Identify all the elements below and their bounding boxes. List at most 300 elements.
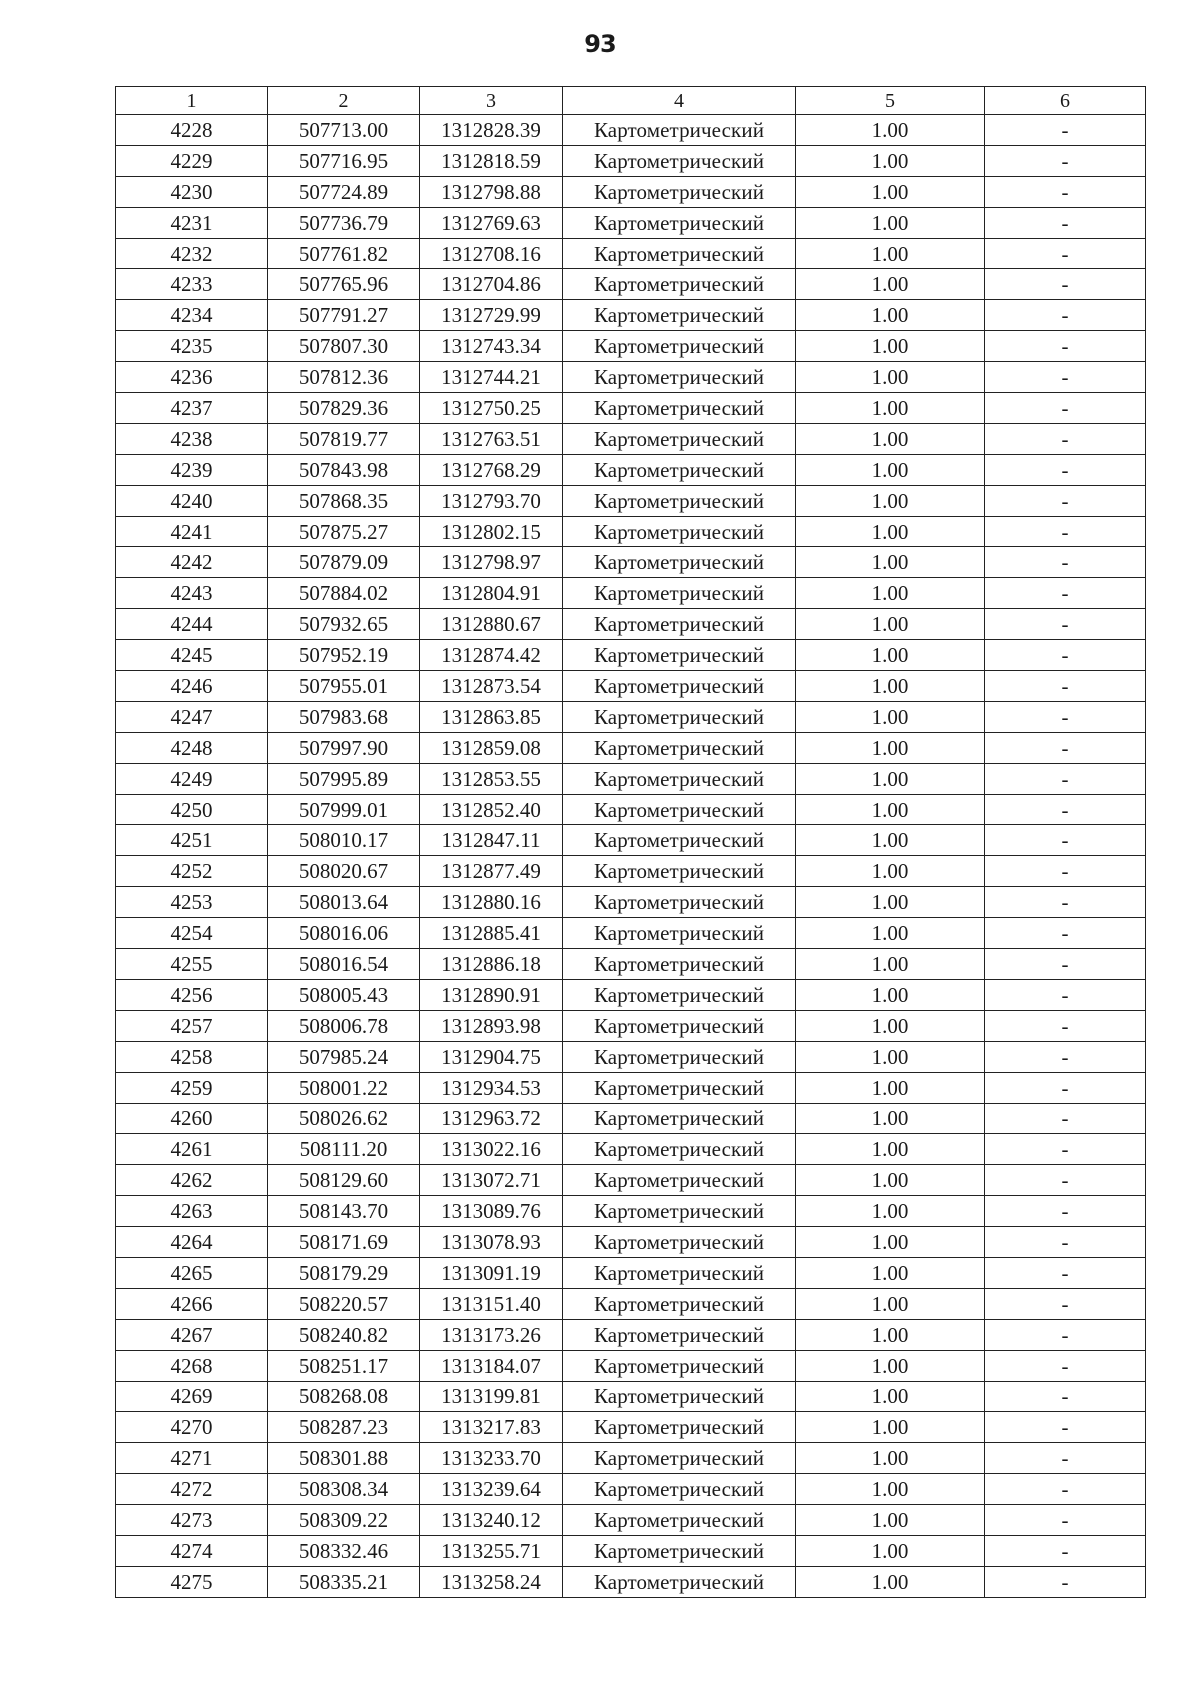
point-number-cell: 4244 [116, 609, 268, 640]
accuracy-cell: 1.00 [796, 1412, 985, 1443]
accuracy-cell: 1.00 [796, 1165, 985, 1196]
point-number-cell: 4249 [116, 763, 268, 794]
method-cell: Картометрический [563, 362, 796, 393]
table-row [116, 825, 1146, 856]
accuracy-cell: 1.00 [796, 1010, 985, 1041]
point-number-cell: 4236 [116, 362, 268, 393]
method-cell: Картометрический [563, 1443, 796, 1474]
coordinates-table [115, 86, 1146, 1598]
table-row [116, 701, 1146, 732]
table-row [116, 454, 1146, 485]
x-coordinate-cell: 508111.20 [268, 1134, 420, 1165]
x-coordinate-cell: 507716.95 [268, 145, 420, 176]
point-number-cell: 4231 [116, 207, 268, 238]
x-coordinate-cell: 508006.78 [268, 1010, 420, 1041]
x-coordinate-cell: 508016.06 [268, 918, 420, 949]
method-cell: Картометрический [563, 454, 796, 485]
x-coordinate-cell: 508171.69 [268, 1227, 420, 1258]
table-row [116, 423, 1146, 454]
accuracy-cell: 1.00 [796, 516, 985, 547]
y-coordinate-cell: 1313258.24 [420, 1566, 563, 1597]
accuracy-cell: 1.00 [796, 547, 985, 578]
table-row [116, 238, 1146, 269]
note-cell: - [985, 269, 1146, 300]
method-cell: Картометрический [563, 1227, 796, 1258]
note-cell: - [985, 1381, 1146, 1412]
y-coordinate-cell: 1312750.25 [420, 393, 563, 424]
accuracy-cell: 1.00 [796, 1381, 985, 1412]
y-coordinate-cell: 1312873.54 [420, 671, 563, 702]
method-cell: Картометрический [563, 949, 796, 980]
method-cell: Картометрический [563, 1319, 796, 1350]
table-row [116, 516, 1146, 547]
method-cell: Картометрический [563, 1165, 796, 1196]
note-cell: - [985, 1350, 1146, 1381]
accuracy-cell: 1.00 [796, 949, 985, 980]
note-cell: - [985, 1196, 1146, 1227]
point-number-cell: 4274 [116, 1535, 268, 1566]
note-cell: - [985, 701, 1146, 732]
point-number-cell: 4264 [116, 1227, 268, 1258]
table-row [116, 1041, 1146, 1072]
note-cell: - [985, 1412, 1146, 1443]
note-cell: - [985, 609, 1146, 640]
point-number-cell: 4272 [116, 1474, 268, 1505]
point-number-cell: 4232 [116, 238, 268, 269]
accuracy-cell: 1.00 [796, 1566, 985, 1597]
x-coordinate-cell: 508179.29 [268, 1257, 420, 1288]
note-cell: - [985, 1288, 1146, 1319]
table-row [116, 578, 1146, 609]
table-row [116, 115, 1146, 146]
table-row [116, 609, 1146, 640]
accuracy-cell: 1.00 [796, 732, 985, 763]
table-row [116, 671, 1146, 702]
table-row [116, 1257, 1146, 1288]
y-coordinate-cell: 1312768.29 [420, 454, 563, 485]
table-body [116, 115, 1146, 1598]
y-coordinate-cell: 1312743.34 [420, 331, 563, 362]
y-coordinate-cell: 1312763.51 [420, 423, 563, 454]
x-coordinate-cell: 508309.22 [268, 1505, 420, 1536]
y-coordinate-cell: 1313233.70 [420, 1443, 563, 1474]
method-cell: Картометрический [563, 393, 796, 424]
note-cell: - [985, 516, 1146, 547]
y-coordinate-cell: 1312793.70 [420, 485, 563, 516]
accuracy-cell: 1.00 [796, 671, 985, 702]
note-cell: - [985, 825, 1146, 856]
accuracy-cell: 1.00 [796, 887, 985, 918]
y-coordinate-cell: 1312744.21 [420, 362, 563, 393]
note-cell: - [985, 1505, 1146, 1536]
point-number-cell: 4248 [116, 732, 268, 763]
note-cell: - [985, 1010, 1146, 1041]
x-coordinate-cell: 507952.19 [268, 640, 420, 671]
note-cell: - [985, 918, 1146, 949]
note-cell: - [985, 1474, 1146, 1505]
method-cell: Картометрический [563, 1072, 796, 1103]
method-cell: Картометрический [563, 516, 796, 547]
point-number-cell: 4258 [116, 1041, 268, 1072]
note-cell: - [985, 145, 1146, 176]
accuracy-cell: 1.00 [796, 918, 985, 949]
point-number-cell: 4233 [116, 269, 268, 300]
note-cell: - [985, 979, 1146, 1010]
method-cell: Картометрический [563, 918, 796, 949]
table-row [116, 547, 1146, 578]
accuracy-cell: 1.00 [796, 1505, 985, 1536]
note-cell: - [985, 763, 1146, 794]
method-cell: Картометрический [563, 115, 796, 146]
x-coordinate-cell: 507985.24 [268, 1041, 420, 1072]
x-coordinate-cell: 507829.36 [268, 393, 420, 424]
point-number-cell: 4267 [116, 1319, 268, 1350]
y-coordinate-cell: 1313022.16 [420, 1134, 563, 1165]
y-coordinate-cell: 1313089.76 [420, 1196, 563, 1227]
x-coordinate-cell: 508129.60 [268, 1165, 420, 1196]
note-cell: - [985, 300, 1146, 331]
accuracy-cell: 1.00 [796, 1535, 985, 1566]
y-coordinate-cell: 1312804.91 [420, 578, 563, 609]
point-number-cell: 4230 [116, 176, 268, 207]
accuracy-cell: 1.00 [796, 115, 985, 146]
point-number-cell: 4241 [116, 516, 268, 547]
point-number-cell: 4271 [116, 1443, 268, 1474]
y-coordinate-cell: 1312874.42 [420, 640, 563, 671]
x-coordinate-cell: 508010.17 [268, 825, 420, 856]
accuracy-cell: 1.00 [796, 578, 985, 609]
y-coordinate-cell: 1312798.88 [420, 176, 563, 207]
method-cell: Картометрический [563, 300, 796, 331]
x-coordinate-cell: 508251.17 [268, 1350, 420, 1381]
y-coordinate-cell: 1312704.86 [420, 269, 563, 300]
point-number-cell: 4238 [116, 423, 268, 454]
method-cell: Картометрический [563, 701, 796, 732]
x-coordinate-cell: 508308.34 [268, 1474, 420, 1505]
point-number-cell: 4273 [116, 1505, 268, 1536]
accuracy-cell: 1.00 [796, 1103, 985, 1134]
method-cell: Картометрический [563, 1535, 796, 1566]
note-cell: - [985, 485, 1146, 516]
note-cell: - [985, 393, 1146, 424]
table-row [116, 1227, 1146, 1258]
point-number-cell: 4234 [116, 300, 268, 331]
x-coordinate-cell: 507879.09 [268, 547, 420, 578]
method-cell: Картометрический [563, 1196, 796, 1227]
table-row [116, 1196, 1146, 1227]
y-coordinate-cell: 1312880.16 [420, 887, 563, 918]
method-cell: Картометрический [563, 1288, 796, 1319]
method-cell: Картометрический [563, 145, 796, 176]
x-coordinate-cell: 508287.23 [268, 1412, 420, 1443]
note-cell: - [985, 949, 1146, 980]
table-row [116, 1103, 1146, 1134]
method-cell: Картометрический [563, 176, 796, 207]
y-coordinate-cell: 1312852.40 [420, 794, 563, 825]
table-row [116, 856, 1146, 887]
accuracy-cell: 1.00 [796, 362, 985, 393]
point-number-cell: 4252 [116, 856, 268, 887]
table-row [116, 1535, 1146, 1566]
point-number-cell: 4263 [116, 1196, 268, 1227]
accuracy-cell: 1.00 [796, 856, 985, 887]
table-row [116, 176, 1146, 207]
point-number-cell: 4239 [116, 454, 268, 485]
table-row [116, 887, 1146, 918]
x-coordinate-cell: 507736.79 [268, 207, 420, 238]
point-number-cell: 4260 [116, 1103, 268, 1134]
accuracy-cell: 1.00 [796, 269, 985, 300]
table-row [116, 1350, 1146, 1381]
x-coordinate-cell: 508143.70 [268, 1196, 420, 1227]
point-number-cell: 4229 [116, 145, 268, 176]
accuracy-cell: 1.00 [796, 1443, 985, 1474]
accuracy-cell: 1.00 [796, 979, 985, 1010]
x-coordinate-cell: 507843.98 [268, 454, 420, 485]
note-cell: - [985, 640, 1146, 671]
table-row [116, 640, 1146, 671]
table-row [116, 207, 1146, 238]
note-cell: - [985, 1319, 1146, 1350]
method-cell: Картометрический [563, 238, 796, 269]
accuracy-cell: 1.00 [796, 1288, 985, 1319]
point-number-cell: 4256 [116, 979, 268, 1010]
point-number-cell: 4270 [116, 1412, 268, 1443]
point-number-cell: 4261 [116, 1134, 268, 1165]
x-coordinate-cell: 507875.27 [268, 516, 420, 547]
x-coordinate-cell: 507807.30 [268, 331, 420, 362]
x-coordinate-cell: 507791.27 [268, 300, 420, 331]
y-coordinate-cell: 1313078.93 [420, 1227, 563, 1258]
note-cell: - [985, 362, 1146, 393]
method-cell: Картометрический [563, 1566, 796, 1597]
accuracy-cell: 1.00 [796, 825, 985, 856]
x-coordinate-cell: 508026.62 [268, 1103, 420, 1134]
x-coordinate-cell: 507955.01 [268, 671, 420, 702]
y-coordinate-cell: 1312904.75 [420, 1041, 563, 1072]
y-coordinate-cell: 1312828.39 [420, 115, 563, 146]
accuracy-cell: 1.00 [796, 1134, 985, 1165]
x-coordinate-cell: 507812.36 [268, 362, 420, 393]
table-row [116, 1072, 1146, 1103]
x-coordinate-cell: 508005.43 [268, 979, 420, 1010]
y-coordinate-cell: 1312890.91 [420, 979, 563, 1010]
y-coordinate-cell: 1312963.72 [420, 1103, 563, 1134]
accuracy-cell: 1.00 [796, 794, 985, 825]
table-row [116, 1381, 1146, 1412]
table-row [116, 362, 1146, 393]
y-coordinate-cell: 1313199.81 [420, 1381, 563, 1412]
accuracy-cell: 1.00 [796, 763, 985, 794]
method-cell: Картометрический [563, 269, 796, 300]
x-coordinate-cell: 508268.08 [268, 1381, 420, 1412]
y-coordinate-cell: 1312729.99 [420, 300, 563, 331]
accuracy-cell: 1.00 [796, 640, 985, 671]
y-coordinate-cell: 1313072.71 [420, 1165, 563, 1196]
point-number-cell: 4259 [116, 1072, 268, 1103]
table-row [116, 979, 1146, 1010]
y-coordinate-cell: 1312893.98 [420, 1010, 563, 1041]
x-coordinate-cell: 508240.82 [268, 1319, 420, 1350]
accuracy-cell: 1.00 [796, 1257, 985, 1288]
point-number-cell: 4265 [116, 1257, 268, 1288]
point-number-cell: 4242 [116, 547, 268, 578]
y-coordinate-cell: 1313239.64 [420, 1474, 563, 1505]
x-coordinate-cell: 508332.46 [268, 1535, 420, 1566]
table-row [116, 145, 1146, 176]
column-header-2: 2 [268, 87, 420, 115]
point-number-cell: 4251 [116, 825, 268, 856]
point-number-cell: 4254 [116, 918, 268, 949]
note-cell: - [985, 1257, 1146, 1288]
table-row [116, 1288, 1146, 1319]
method-cell: Картометрический [563, 856, 796, 887]
x-coordinate-cell: 508335.21 [268, 1566, 420, 1597]
note-cell: - [985, 856, 1146, 887]
point-number-cell: 4257 [116, 1010, 268, 1041]
x-coordinate-cell: 507983.68 [268, 701, 420, 732]
accuracy-cell: 1.00 [796, 331, 985, 362]
method-cell: Картометрический [563, 1381, 796, 1412]
note-cell: - [985, 794, 1146, 825]
y-coordinate-cell: 1312880.67 [420, 609, 563, 640]
note-cell: - [985, 115, 1146, 146]
y-coordinate-cell: 1313091.19 [420, 1257, 563, 1288]
column-header-3: 3 [420, 87, 563, 115]
table-row [116, 918, 1146, 949]
note-cell: - [985, 578, 1146, 609]
y-coordinate-cell: 1312863.85 [420, 701, 563, 732]
header-row [116, 87, 1146, 115]
x-coordinate-cell: 507819.77 [268, 423, 420, 454]
column-header-1: 1 [116, 87, 268, 115]
y-coordinate-cell: 1312877.49 [420, 856, 563, 887]
note-cell: - [985, 423, 1146, 454]
method-cell: Картометрический [563, 331, 796, 362]
point-number-cell: 4250 [116, 794, 268, 825]
y-coordinate-cell: 1312934.53 [420, 1072, 563, 1103]
x-coordinate-cell: 507724.89 [268, 176, 420, 207]
note-cell: - [985, 1103, 1146, 1134]
x-coordinate-cell: 508020.67 [268, 856, 420, 887]
method-cell: Картометрический [563, 207, 796, 238]
accuracy-cell: 1.00 [796, 1319, 985, 1350]
table-row [116, 1443, 1146, 1474]
note-cell: - [985, 1041, 1146, 1072]
table-header [116, 87, 1146, 115]
table-row [116, 269, 1146, 300]
note-cell: - [985, 732, 1146, 763]
y-coordinate-cell: 1312802.15 [420, 516, 563, 547]
page-number: 93 [584, 30, 616, 58]
table-row [116, 1319, 1146, 1350]
accuracy-cell: 1.00 [796, 1227, 985, 1258]
note-cell: - [985, 1535, 1146, 1566]
accuracy-cell: 1.00 [796, 423, 985, 454]
table-row [116, 794, 1146, 825]
table-row [116, 485, 1146, 516]
point-number-cell: 4228 [116, 115, 268, 146]
accuracy-cell: 1.00 [796, 1041, 985, 1072]
accuracy-cell: 1.00 [796, 1072, 985, 1103]
y-coordinate-cell: 1313184.07 [420, 1350, 563, 1381]
method-cell: Картометрический [563, 1350, 796, 1381]
table-row [116, 763, 1146, 794]
point-number-cell: 4235 [116, 331, 268, 362]
accuracy-cell: 1.00 [796, 485, 985, 516]
point-number-cell: 4268 [116, 1350, 268, 1381]
point-number-cell: 4269 [116, 1381, 268, 1412]
method-cell: Картометрический [563, 547, 796, 578]
y-coordinate-cell: 1312885.41 [420, 918, 563, 949]
method-cell: Картометрический [563, 578, 796, 609]
y-coordinate-cell: 1313151.40 [420, 1288, 563, 1319]
point-number-cell: 4275 [116, 1566, 268, 1597]
accuracy-cell: 1.00 [796, 300, 985, 331]
point-number-cell: 4247 [116, 701, 268, 732]
accuracy-cell: 1.00 [796, 1196, 985, 1227]
method-cell: Картометрический [563, 1010, 796, 1041]
y-coordinate-cell: 1313240.12 [420, 1505, 563, 1536]
point-number-cell: 4262 [116, 1165, 268, 1196]
x-coordinate-cell: 508301.88 [268, 1443, 420, 1474]
y-coordinate-cell: 1312859.08 [420, 732, 563, 763]
column-header-4: 4 [563, 87, 796, 115]
accuracy-cell: 1.00 [796, 609, 985, 640]
y-coordinate-cell: 1313217.83 [420, 1412, 563, 1443]
method-cell: Картометрический [563, 640, 796, 671]
note-cell: - [985, 238, 1146, 269]
point-number-cell: 4246 [116, 671, 268, 702]
y-coordinate-cell: 1312798.97 [420, 547, 563, 578]
accuracy-cell: 1.00 [796, 238, 985, 269]
x-coordinate-cell: 508220.57 [268, 1288, 420, 1319]
method-cell: Картометрический [563, 979, 796, 1010]
note-cell: - [985, 207, 1146, 238]
table-row [116, 331, 1146, 362]
table-row [116, 1412, 1146, 1443]
method-cell: Картометрический [563, 1505, 796, 1536]
column-header-5: 5 [796, 87, 985, 115]
accuracy-cell: 1.00 [796, 207, 985, 238]
table-row [116, 1165, 1146, 1196]
table-row [116, 1010, 1146, 1041]
method-cell: Картометрический [563, 671, 796, 702]
method-cell: Картометрический [563, 423, 796, 454]
x-coordinate-cell: 507995.89 [268, 763, 420, 794]
x-coordinate-cell: 507713.00 [268, 115, 420, 146]
accuracy-cell: 1.00 [796, 701, 985, 732]
y-coordinate-cell: 1312818.59 [420, 145, 563, 176]
x-coordinate-cell: 508001.22 [268, 1072, 420, 1103]
note-cell: - [985, 1165, 1146, 1196]
table-row [116, 1134, 1146, 1165]
y-coordinate-cell: 1312853.55 [420, 763, 563, 794]
point-number-cell: 4253 [116, 887, 268, 918]
method-cell: Картометрический [563, 1134, 796, 1165]
point-number-cell: 4255 [116, 949, 268, 980]
x-coordinate-cell: 507761.82 [268, 238, 420, 269]
note-cell: - [985, 176, 1146, 207]
y-coordinate-cell: 1313255.71 [420, 1535, 563, 1566]
y-coordinate-cell: 1312769.63 [420, 207, 563, 238]
method-cell: Картометрический [563, 609, 796, 640]
y-coordinate-cell: 1313173.26 [420, 1319, 563, 1350]
note-cell: - [985, 1566, 1146, 1597]
accuracy-cell: 1.00 [796, 393, 985, 424]
x-coordinate-cell: 507932.65 [268, 609, 420, 640]
y-coordinate-cell: 1312886.18 [420, 949, 563, 980]
